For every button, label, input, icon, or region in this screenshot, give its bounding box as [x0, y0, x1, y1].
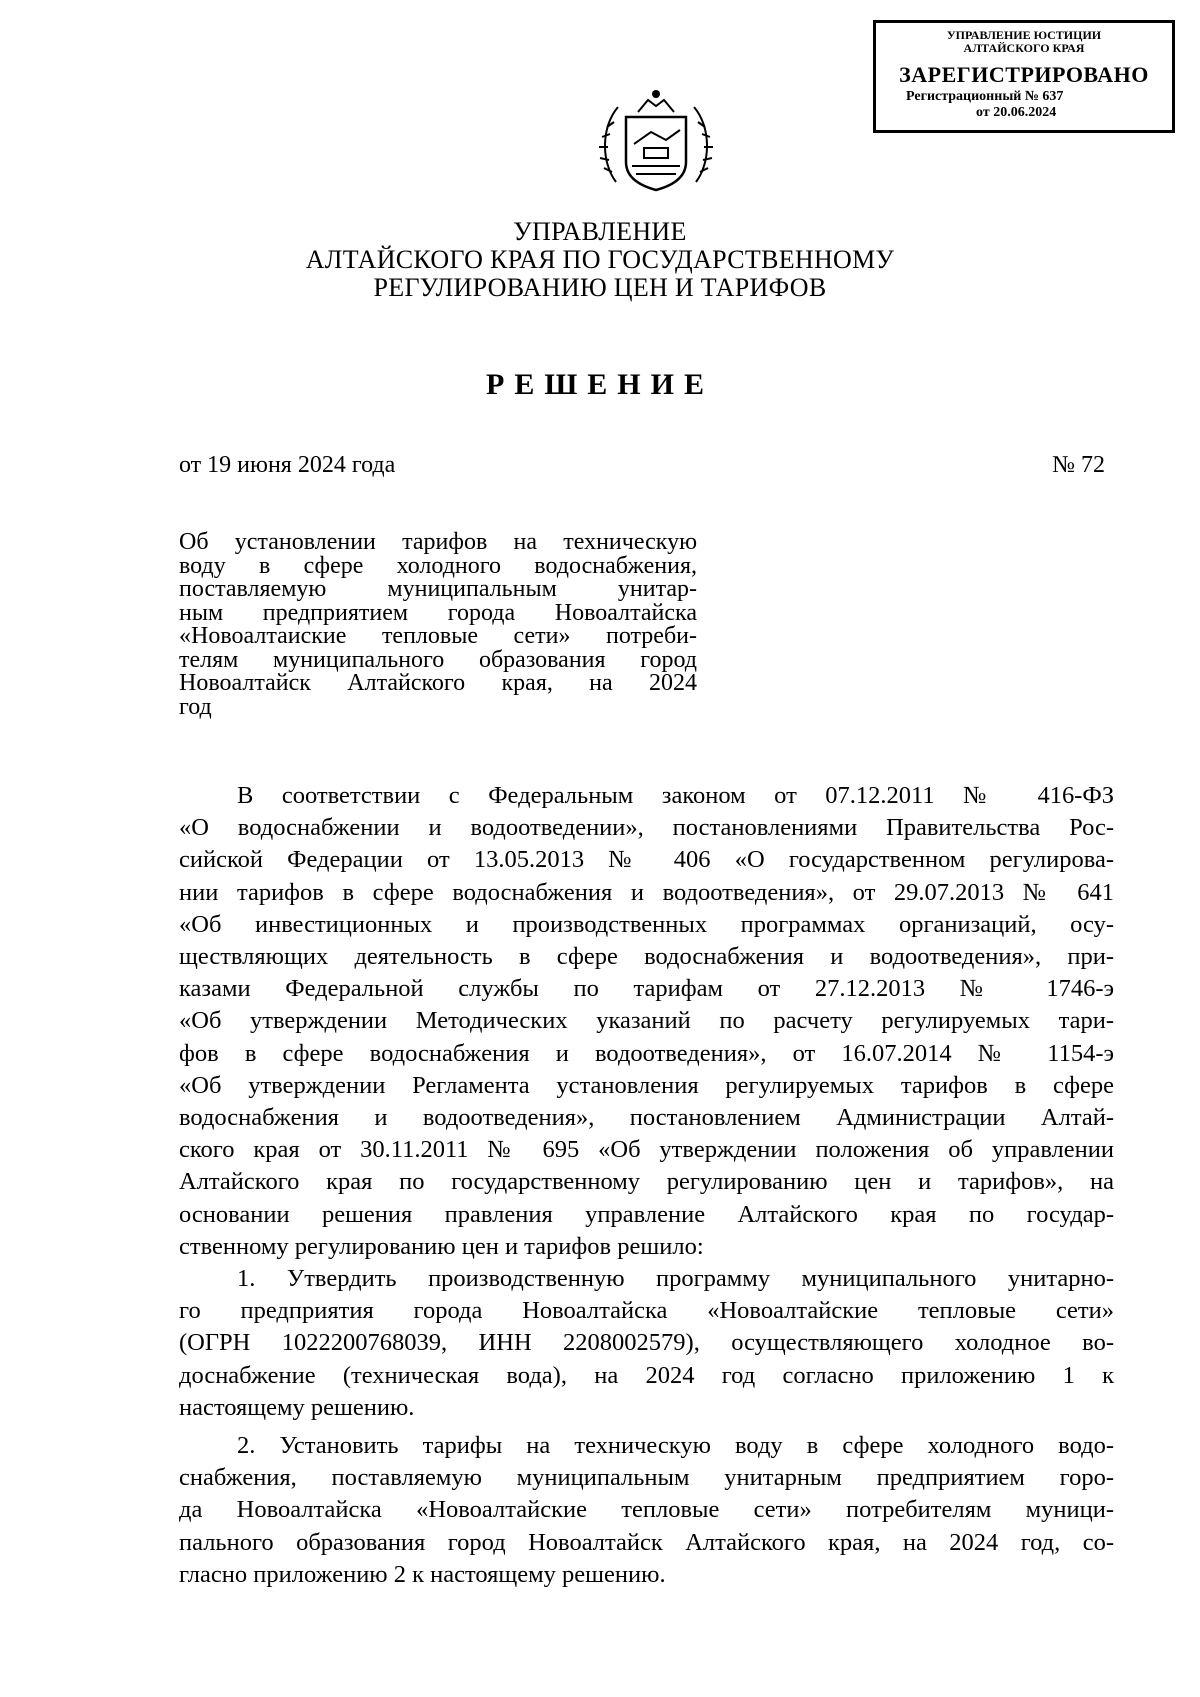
- body-line: го предприятия города Новоалтайска «Новоалтайские тепловые сети»: [179, 1297, 1114, 1325]
- organization-name: [0, 218, 1200, 302]
- body-line: снабжения, поставляемую муниципальным унитарным предприятием горо-: [179, 1464, 1114, 1492]
- body-line: «О водоснабжении и водоотведении», постановлениями Правительства Рос-: [179, 814, 1114, 842]
- body-line: 1. Утвердить производственную программу муниципального унитарно-: [237, 1265, 1114, 1293]
- org-line-3: РЕГУЛИРОВАНИЮ ЦЕН И ТАРИФОВ: [373, 273, 827, 302]
- body-line: водоснабжения и водоотведения», постановлением Администрации Алтай-: [179, 1104, 1114, 1132]
- stamp-reg-date: от 20.06.2024: [976, 105, 1057, 120]
- item-1-paragraph: [179, 1263, 1114, 1424]
- document-body: [179, 780, 1114, 1591]
- coat-of-arms-icon: [596, 82, 716, 202]
- subject-line: «Новоалтаиские тепловые сети» потреби-: [179, 623, 697, 649]
- body-line: основании решения правления управление Алтайского края по государ-: [179, 1200, 1114, 1228]
- body-line: В соответствии с Федеральным законом от 07.12.2011 № 416-ФЗ: [237, 782, 1114, 809]
- body-line: да Новоалтайска «Новоалтайские тепловые сети» потребителям муници-: [179, 1496, 1114, 1524]
- subject-line: воду в сфере холодного водоснабжения,: [179, 552, 697, 579]
- body-line: нии тарифов в сфере водоснабжения и водоотведения», от 29.07.2013 № 641: [179, 878, 1114, 906]
- body-line: ственному регулированию цен и тарифов решило:: [179, 1232, 704, 1260]
- body-line: «Об инвестиционных и производственных программах организаций, осу-: [179, 910, 1114, 938]
- org-line-2: АЛТАЙСКОГО КРАЯ ПО ГОСУДАРСТВЕННОМУ: [305, 245, 895, 274]
- body-line: доснабжение (техническая вода), на 2024 год согласно приложению 1 к: [179, 1361, 1114, 1389]
- body-line: пального образования город Новоалтайск Алтайского края, на 2024 год, со-: [179, 1528, 1114, 1556]
- document-subject: [179, 531, 697, 719]
- preamble-paragraph: [179, 780, 1114, 1263]
- body-line: сийской Федерации от 13.05.2013 № 406 «О государственном регулирова-: [179, 846, 1114, 874]
- document-date: от 19 июня 2024 года: [179, 452, 396, 478]
- org-line-1: УПРАВЛЕНИЕ: [513, 217, 687, 246]
- stamp-line-2: АЛТАЙСКОГО КРАЯ: [963, 41, 1085, 55]
- subject-line: Новоалтайск Алтайского края, на 2024: [179, 670, 697, 696]
- subject-line: Об установлении тарифов на техническую: [179, 529, 697, 555]
- stamp-reg-number: Регистрационный № 637: [906, 89, 1064, 104]
- subject-line: год: [179, 693, 212, 720]
- document-number: № 72: [1052, 452, 1105, 478]
- document-type: РЕШЕНИЕ: [486, 368, 714, 401]
- body-line: ществляющих деятельность в сфере водоснабжения и водоотведения», при-: [179, 943, 1114, 971]
- body-line: (ОГРН 1022200768039, ИНН 2208002579), осуществляющего холодное во-: [179, 1329, 1114, 1357]
- stamp-line-1: УПРАВЛЕНИЕ ЮСТИЦИИ: [946, 28, 1102, 42]
- stamp-status: ЗАРЕГИСТРИРОВАНО: [899, 62, 1149, 87]
- body-line: настоящему решению.: [179, 1393, 415, 1421]
- body-line: «Об утверждении Методических указаний по расчету регулируемых тари-: [179, 1007, 1114, 1035]
- body-line: гласно приложению 2 к настоящему решению.: [179, 1560, 666, 1588]
- subject-line: ным предприятием города Новоалтайска: [179, 599, 697, 626]
- registration-stamp: [873, 20, 1175, 133]
- body-line: казами Федеральной службы по тарифам от 27.12.2013 № 1746-э: [179, 975, 1114, 1003]
- body-line: фов в сфере водоснабжения и водоотведения», от 16.07.2014 № 1154-э: [179, 1039, 1114, 1067]
- item-2-paragraph: [179, 1430, 1114, 1591]
- body-line: ского края от 30.11.2011 № 695 «Об утверждении положения об управлении: [179, 1136, 1114, 1164]
- body-line: «Об утверждении Регламента установления регулируемых тарифов в сфере: [179, 1071, 1114, 1099]
- subject-line: поставляемую муниципальным унитар-: [179, 576, 697, 602]
- body-line: 2. Установить тарифы на техническую воду в сфере холодного водо-: [237, 1432, 1114, 1460]
- body-line: Алтайского края по государственному регулированию цен и тарифов», на: [179, 1168, 1114, 1196]
- subject-line: телям муниципального образования город: [179, 646, 697, 673]
